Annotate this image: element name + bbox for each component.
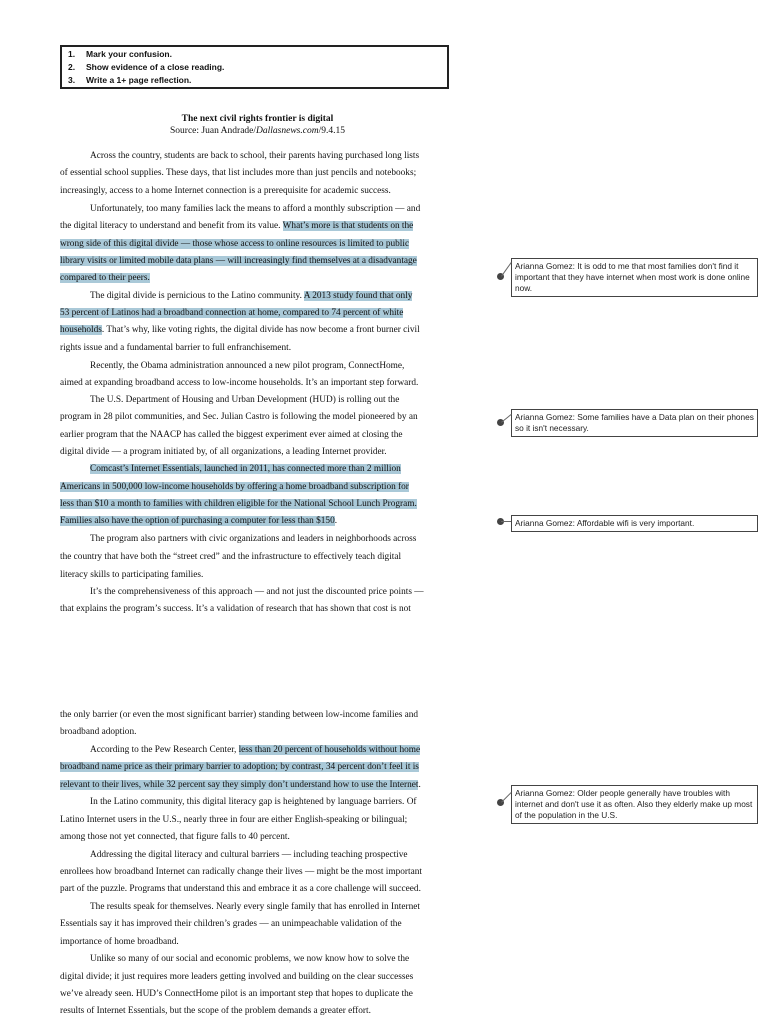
- article-line: [60, 865, 452, 879]
- line-text: According to the Pew Research Center,: [90, 745, 239, 755]
- article-line: [60, 184, 452, 198]
- article-line: [60, 585, 452, 599]
- comment-text: Older people generally have troubles with internet and don't use it as often. Also they elderly make up most of the population in the U.S.: [515, 788, 753, 820]
- comment-separator: :: [572, 518, 577, 528]
- line-text: . That’s why, like voting rights, the digital divide has now become a front burner civil: [101, 325, 420, 335]
- line-text: increasingly, access to a home Internet connection is a prerequisite for academic success.: [60, 186, 391, 196]
- article-line: [60, 462, 452, 476]
- line-text: among those not yet connected, that figure falls to 40 percent.: [60, 832, 290, 842]
- highlighted-text: wrong side of this digital divide — those whose access to online resources is limited to public: [60, 239, 410, 249]
- line-text: that explains the program’s success. It’s a validation of research that has shown that cost is not: [60, 604, 411, 614]
- comment-separator: :: [572, 412, 578, 422]
- instruction-item: 3. Write a 1+ page reflection.: [68, 75, 192, 85]
- line-text: of essential school supplies. These days, that list includes more than just pencils and notebooks;: [60, 168, 417, 178]
- comment-connector: [501, 521, 511, 522]
- line-text: In the Latino community, this digital literacy gap is heightened by language barriers. Of: [90, 797, 417, 807]
- line-text: earlier program that the NAACP has called the biggest experiment ever aimed at closing the: [60, 430, 403, 440]
- line-text: Recently, the Obama administration announced a new pilot program, ConnectHome,: [90, 361, 405, 371]
- line-text: The U.S. Department of Housing and Urban Development (HUD) is rolling out the: [90, 395, 400, 405]
- line-text: literacy skills to participating families.: [60, 570, 204, 580]
- line-text: part of the puzzle. Programs that understand this and embrace it as a core challenge will succeed.: [60, 884, 421, 894]
- line-text: .: [418, 780, 421, 790]
- line-text: enrollees how broadband Internet can radically change their lives — might be the most important: [60, 867, 422, 877]
- article-line: [60, 970, 452, 984]
- article-line: [60, 813, 452, 827]
- article-line: [60, 708, 452, 722]
- article-line: [60, 778, 452, 792]
- article-line: [60, 376, 452, 390]
- line-text: Latino Internet users in the U.S., nearly three in four are either English-speaking or bilingual;: [60, 815, 408, 825]
- line-text: importance of home broadband.: [60, 937, 179, 947]
- highlighted-text: Americans in 500,000 low-income households by offering a home broadband subscription for: [60, 482, 409, 492]
- comment-text: It is odd to me that most families don't find it important that they have internet when most work is done online now.: [515, 261, 750, 293]
- line-text: Addressing the digital literacy and cultural barriers — including teaching prospective: [90, 850, 408, 860]
- comment-separator: :: [572, 261, 578, 271]
- highlighted-text: Comcast’s Internet Essentials, launched in 2011, has connected more than 2 million: [90, 464, 401, 474]
- line-text: rights issue and a fundamental barrier to full enfranchisement.: [60, 343, 292, 353]
- comment-author: Arianna Gomez: [515, 261, 573, 271]
- line-text: results of Internet Essentials, but the scope of the problem demands a greater effort.: [60, 1006, 371, 1016]
- comment-text: Some families have a Data plan on their phones so it isn't necessary.: [515, 412, 754, 433]
- line-text: The digital divide is pernicious to the Latino community.: [90, 291, 304, 301]
- line-text: program in 28 pilot communities, and Sec. Julian Castro is following the model pioneered by an: [60, 412, 418, 422]
- line-text: broadband adoption.: [60, 727, 137, 737]
- highlighted-text: library visits or limited mobile data plans — will increasingly find themselves at a disadvantage: [60, 256, 417, 266]
- comment-author: Arianna Gomez: [515, 518, 573, 528]
- line-text: .: [334, 516, 338, 526]
- article-line: [60, 428, 452, 442]
- article-line: [60, 254, 452, 268]
- article-line: [60, 935, 452, 949]
- article-line: [60, 550, 452, 564]
- article-line: [60, 359, 452, 373]
- line-text: aimed at expanding broadband access to low-income households. It’s an important step forward.: [60, 378, 419, 388]
- article-source: Source: Juan Andrade/Dallasnews.com/9.4.15: [170, 126, 345, 136]
- article-line: [60, 480, 452, 494]
- article-line: [60, 882, 452, 896]
- comment-separator: :: [572, 788, 578, 798]
- highlighted-text: less than 20 percent of households without home: [238, 745, 421, 755]
- instructions-box: [60, 45, 449, 89]
- instruction-item: 1. Mark your confusion.: [68, 49, 172, 59]
- article-line: [60, 289, 452, 303]
- margin-comment[interactable]: [511, 258, 758, 297]
- article-line: [60, 987, 452, 1001]
- line-text: the only barrier (or even the most significant barrier) standing between low-income families and: [60, 710, 419, 720]
- comment-text: Affordable wifi is very important.: [576, 518, 695, 528]
- article-line: [60, 760, 452, 774]
- article-line: [60, 393, 452, 407]
- comment-author: Arianna Gomez: [515, 412, 573, 422]
- article-line: [60, 568, 452, 582]
- line-text: the digital literacy to understand and benefit from its value.: [60, 221, 283, 231]
- instruction-item: 2. Show evidence of a close reading.: [68, 62, 225, 72]
- article-line: [60, 445, 452, 459]
- highlighted-text: A 2013 study found that only: [303, 291, 413, 301]
- line-text: digital divide; it just requires more leaders getting involved and building on the clear successes: [60, 972, 414, 982]
- article-line: [60, 149, 452, 163]
- article-line: [60, 952, 452, 966]
- article-line: [60, 306, 452, 320]
- article-line: [60, 410, 452, 424]
- article-line: [60, 900, 452, 914]
- margin-comment[interactable]: [511, 409, 758, 437]
- line-text: Essentials say it has improved their children’s grades — an unimpeachable validation of the: [60, 919, 402, 929]
- article-line: [60, 1004, 452, 1018]
- article-line: [60, 830, 452, 844]
- highlighted-text: compared to their peers.: [60, 273, 150, 283]
- article-line: [60, 323, 452, 337]
- highlighted-text: broadband name price as their primary barrier to adoption; by contrast, 34 percent don’t feel it is: [60, 762, 419, 772]
- article-line: [60, 341, 452, 355]
- article-line: [60, 219, 452, 233]
- line-text: Across the country, students are back to school, their parents having purchased long lists: [90, 151, 420, 161]
- comment-author: Arianna Gomez: [515, 788, 573, 798]
- article-line: [60, 743, 452, 757]
- article-line: [60, 917, 452, 931]
- margin-comment[interactable]: [511, 515, 758, 532]
- highlighted-text: 53 percent of Latinos had a broadband connection at home, compared to 74 percent of white: [60, 308, 404, 318]
- line-text: It’s the comprehensiveness of this approach — and not just the discounted price points —: [90, 587, 424, 597]
- article-line: [60, 166, 452, 180]
- highlighted-text: What’s more is that students on the: [282, 221, 414, 231]
- article-line: [60, 271, 452, 285]
- article-line: [60, 602, 452, 616]
- line-text: The results speak for themselves. Nearly every single family that has enrolled in Internet: [90, 902, 420, 912]
- article-line: [60, 514, 452, 528]
- line-text: the country that have both the “street cred” and the infrastructure to effectively teach digital: [60, 552, 402, 562]
- article-line: [60, 725, 452, 739]
- article-line: [60, 497, 452, 511]
- margin-comment[interactable]: [511, 785, 758, 824]
- highlighted-text: relevant to their lives, while 32 percent say they simply don’t understand how to use the Internet: [60, 780, 419, 790]
- article-line: [60, 532, 452, 546]
- line-text: Unfortunately, too many families lack the means to afford a monthly subscription — and: [90, 204, 421, 214]
- line-text: The program also partners with civic organizations and leaders in neighborhoods across: [90, 534, 417, 544]
- article-line: [60, 848, 452, 862]
- article-line: [60, 202, 452, 216]
- line-text: we’ve already seen. HUD’s ConnectHome pilot is an important step that hopes to duplicate the: [60, 989, 413, 999]
- highlighted-text: less than $10 a month to families with children eligible for the National School Lunch Program.: [60, 499, 417, 509]
- highlighted-text: Families also have the option of purchasing a computer for less than $150: [60, 516, 335, 526]
- line-text: Unlike so many of our social and economic problems, we now know how to solve the: [90, 954, 410, 964]
- highlighted-text: households: [60, 325, 102, 335]
- line-text: digital divide — a program initiated by, of all organizations, a leading Internet provider.: [60, 447, 387, 457]
- article-line: [60, 237, 452, 251]
- article-title: The next civil rights frontier is digital: [181, 114, 334, 124]
- article-line: [60, 795, 452, 809]
